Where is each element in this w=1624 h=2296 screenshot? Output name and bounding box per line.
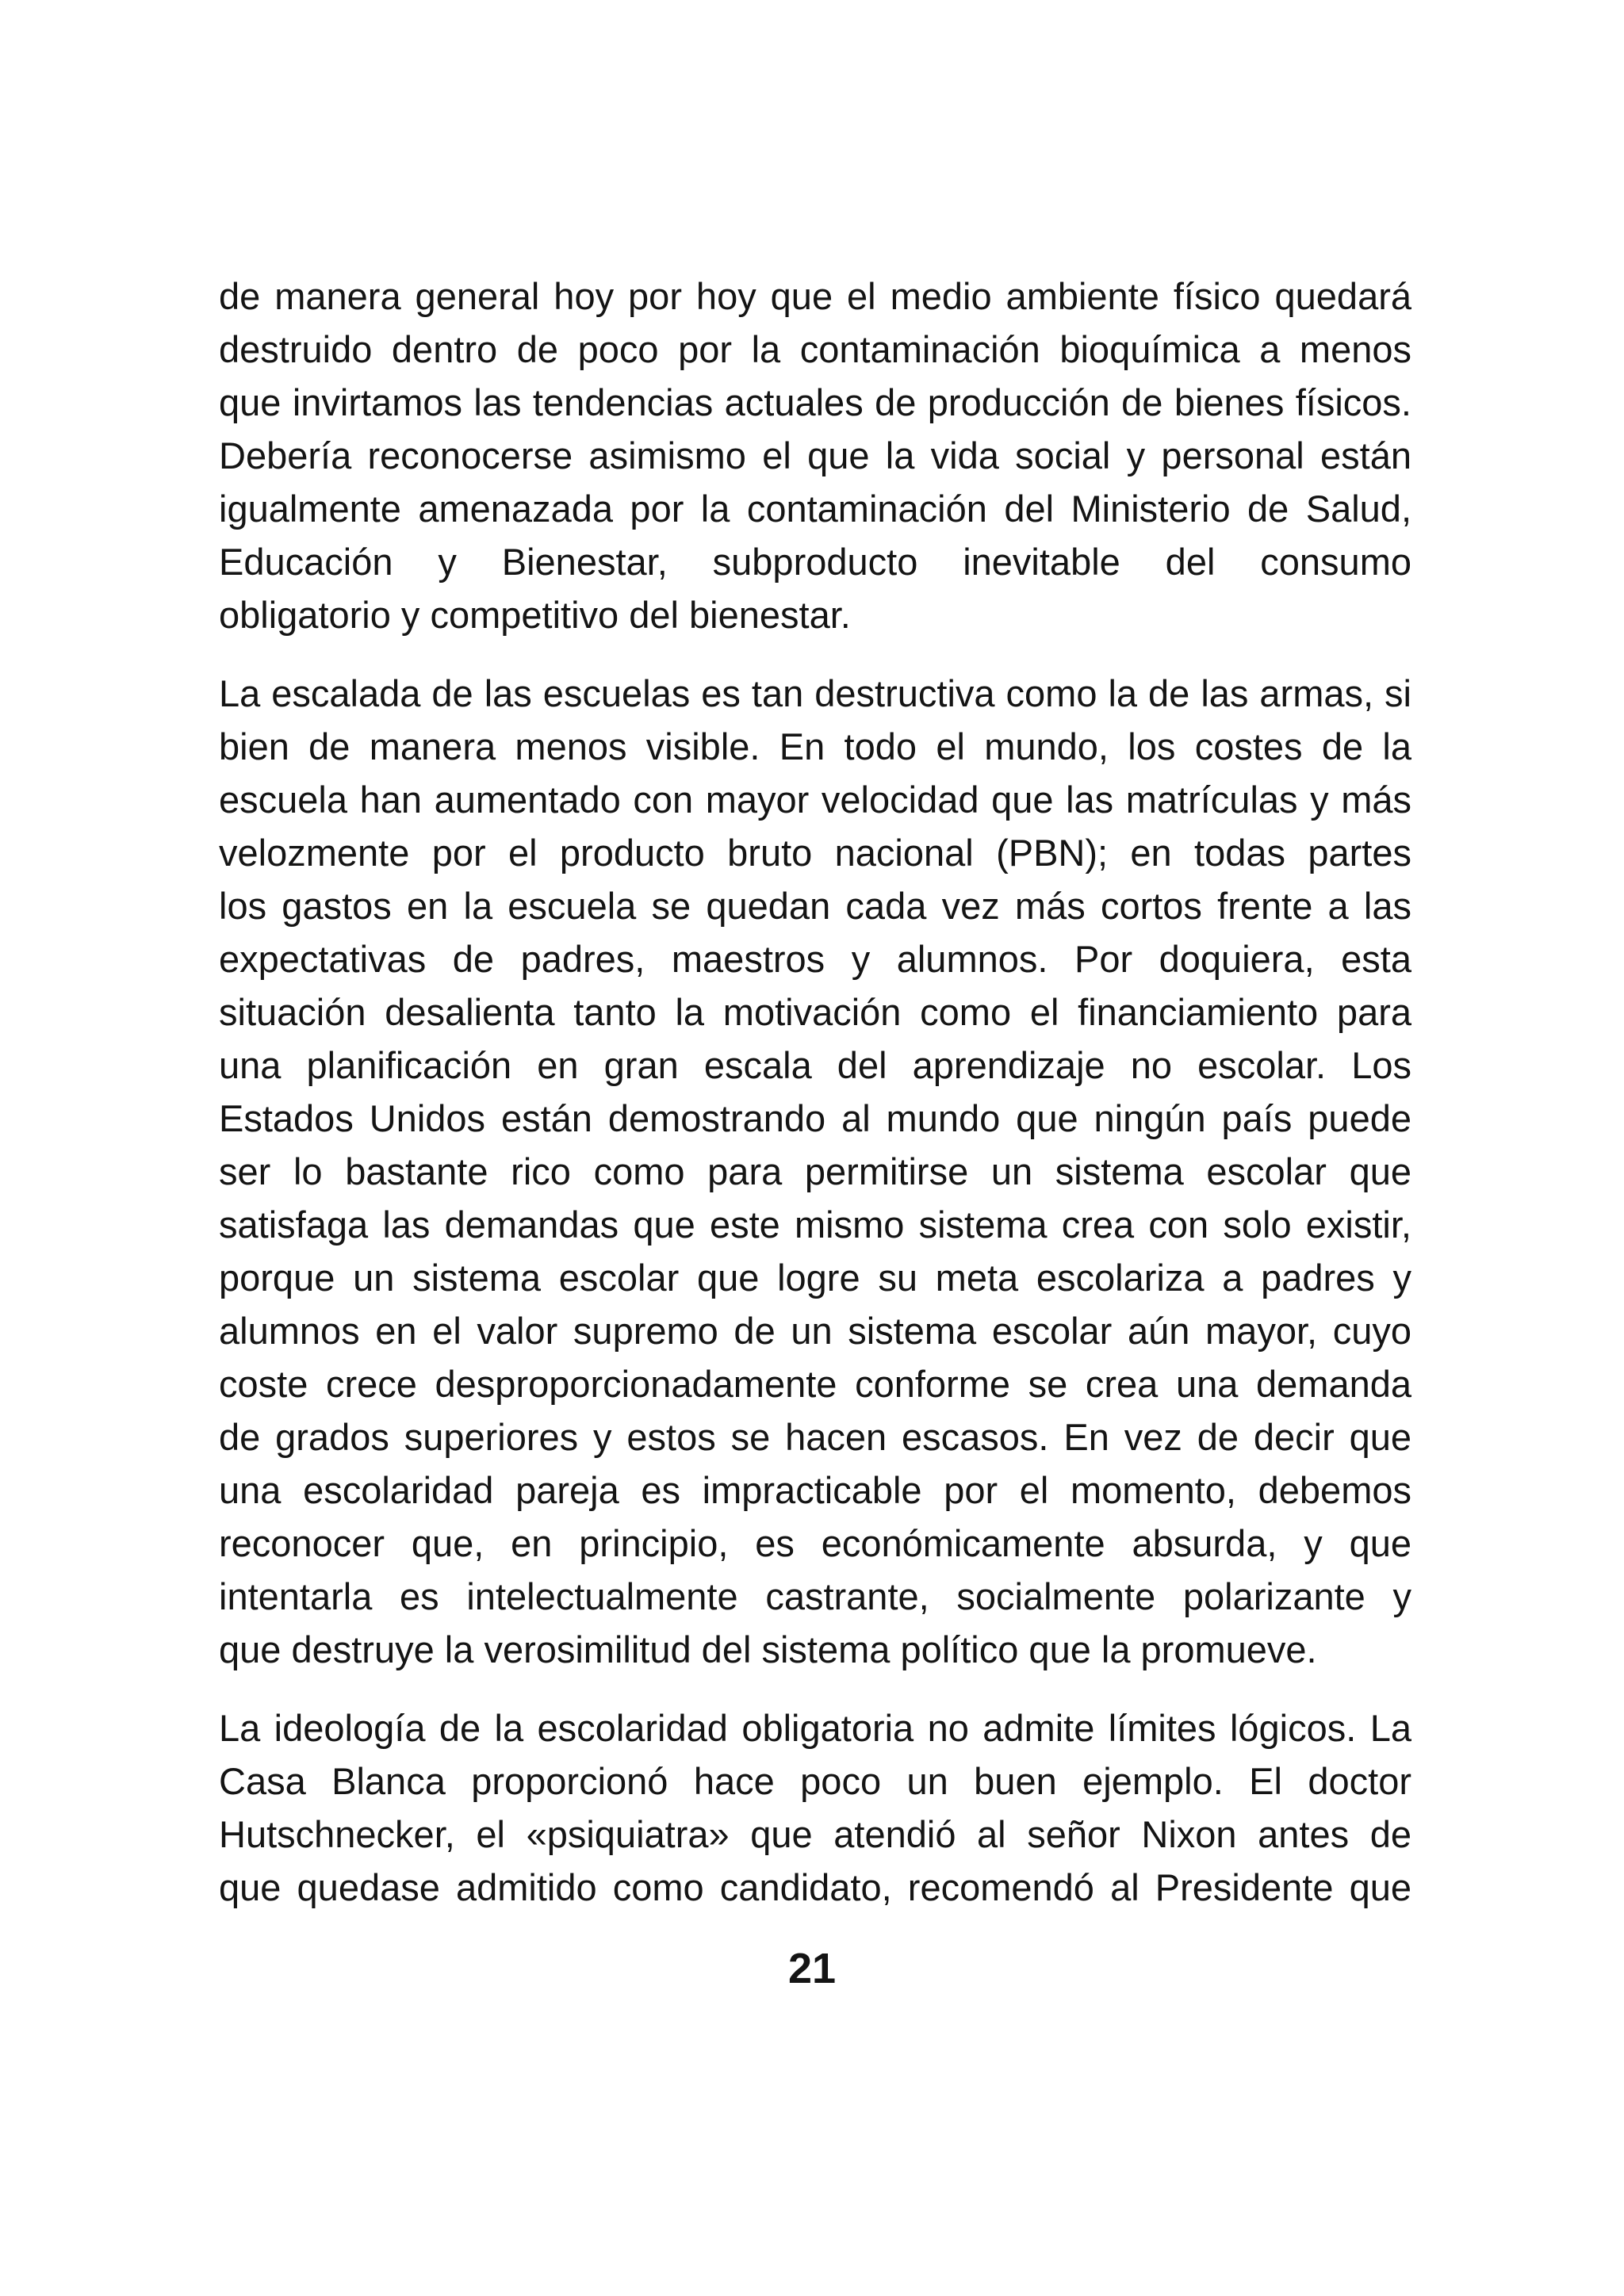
- text-line: Estados Unidos están demostrando al mundo que ningún país puede: [219, 1097, 1411, 1139]
- text-line: una planificación en gran escala del aprendizaje no escolar. Los: [219, 1044, 1411, 1086]
- paragraph-1: [219, 270, 1411, 641]
- text-line: ser lo bastante rico como para permitirse un sistema escolar que: [219, 1150, 1411, 1192]
- text-line: igualmente amenazada por la contaminación del Ministerio de Salud,: [219, 488, 1411, 530]
- text-line: situación desalienta tanto la motivación como el financiamiento para: [219, 991, 1411, 1033]
- text-line: Educación y Bienestar, subproducto inevitable del consumo: [219, 541, 1411, 583]
- page-number: 21: [787, 1945, 837, 1992]
- text-line: La escalada de las escuelas es tan destructiva como la de las armas, si: [219, 672, 1411, 714]
- text-line: que quedase admitido como candidato, recomendó al Presidente que: [219, 1866, 1411, 1908]
- text-line: que destruye la verosimilitud del sistema político que la promueve.: [219, 1628, 1317, 1670]
- text-line: Casa Blanca proporcionó hace poco un buen ejemplo. El doctor: [219, 1760, 1411, 1802]
- text-line: obligatorio y competitivo del bienestar.: [219, 594, 851, 636]
- text-line: alumnos en el valor supremo de un sistema escolar aún mayor, cuyo: [219, 1310, 1411, 1352]
- text-line: que invirtamos las tendencias actuales de producción de bienes físicos.: [219, 381, 1411, 423]
- text-line: de grados superiores y estos se hacen escasos. En vez de decir que: [219, 1416, 1411, 1458]
- text-line: Debería reconocerse asimismo el que la vida social y personal están: [219, 434, 1411, 476]
- body-text: [219, 270, 1411, 1914]
- paragraph-3: [219, 1701, 1411, 1914]
- text-line: Hutschnecker, el «psiquiatra» que atendió al señor Nixon antes de: [219, 1813, 1411, 1855]
- text-line: porque un sistema escolar que logre su meta escolariza a padres y: [219, 1257, 1411, 1299]
- text-line: intentarla es intelectualmente castrante, socialmente polarizante y: [219, 1575, 1411, 1617]
- paragraph-2: [219, 667, 1411, 1676]
- text-line: La ideología de la escolaridad obligatoria no admite límites lógicos. La: [219, 1707, 1411, 1749]
- text-line: bien de manera menos visible. En todo el mundo, los costes de la: [219, 725, 1411, 767]
- text-line: una escolaridad pareja es impracticable por el momento, debemos: [219, 1469, 1411, 1511]
- text-line: los gastos en la escuela se quedan cada vez más cortos frente a las: [219, 885, 1411, 927]
- text-line: escuela han aumentado con mayor velocidad que las matrículas y más: [219, 779, 1411, 821]
- text-line: reconocer que, en principio, es económicamente absurda, y que: [219, 1522, 1411, 1564]
- text-line: satisfaga las demandas que este mismo sistema crea con solo existir,: [219, 1203, 1411, 1246]
- text-line: velozmente por el producto bruto nacional (PBN); en todas partes: [219, 832, 1411, 874]
- text-line: expectativas de padres, maestros y alumnos. Por doquiera, esta: [219, 938, 1411, 980]
- text-line: destruido dentro de poco por la contaminación bioquímica a menos: [219, 328, 1411, 370]
- text-line: de manera general hoy por hoy que el medio ambiente físico quedará: [219, 275, 1411, 317]
- text-line: coste crece desproporcionadamente conforme se crea una demanda: [219, 1363, 1411, 1405]
